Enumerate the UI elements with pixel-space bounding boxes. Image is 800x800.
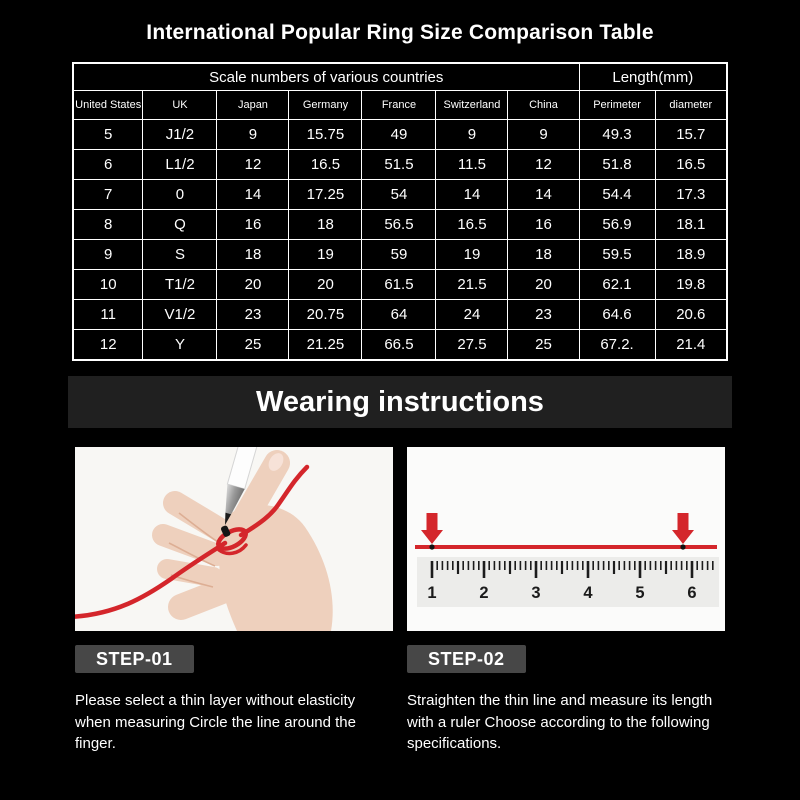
table-cell: 64 (362, 300, 436, 330)
table-row (73, 150, 727, 180)
table-cell: Q (143, 210, 217, 240)
table-cell: 7 (73, 180, 143, 210)
table-column-header-row (73, 91, 727, 120)
table-row (73, 330, 727, 361)
table-row (73, 120, 727, 150)
table-cell: 14 (436, 180, 508, 210)
page-title: International Popular Ring Size Comparison Table (146, 21, 654, 44)
table-cell: L1/2 (143, 150, 217, 180)
section-title-band (68, 376, 732, 428)
table-cell: 20 (217, 270, 289, 300)
table-cell: 49.3 (579, 120, 655, 150)
ruler-number: 4 (583, 584, 593, 602)
column-header: China (508, 91, 579, 120)
step1-badge: STEP-01 (75, 645, 194, 673)
table-cell: 59 (362, 240, 436, 270)
table-cell: 18 (289, 210, 362, 240)
table-cell: 56.5 (362, 210, 436, 240)
group-header-countries: Scale numbers of various countries (73, 63, 579, 91)
table-cell: 54 (362, 180, 436, 210)
table-cell: 61.5 (362, 270, 436, 300)
table-cell: 51.8 (579, 150, 655, 180)
table-cell: 15.7 (655, 120, 727, 150)
table-cell: 0 (143, 180, 217, 210)
table-cell: 20 (508, 270, 579, 300)
table-cell: 18 (508, 240, 579, 270)
column-header: Perimeter (579, 91, 655, 120)
table-cell: 23 (217, 300, 289, 330)
table-cell: 64.6 (579, 300, 655, 330)
table-cell: 20.6 (655, 300, 727, 330)
table-cell: 66.5 (362, 330, 436, 361)
table-cell: 18.9 (655, 240, 727, 270)
table-cell: 25 (508, 330, 579, 361)
ruler-number: 2 (479, 584, 489, 602)
table-cell: 54.4 (579, 180, 655, 210)
table-cell: 12 (217, 150, 289, 180)
table-cell: 19 (436, 240, 508, 270)
table-cell: 21.25 (289, 330, 362, 361)
ruler-illustration (407, 447, 725, 631)
table-cell: 10 (73, 270, 143, 300)
table-cell: 20 (289, 270, 362, 300)
table-cell: 9 (436, 120, 508, 150)
column-header: United States (73, 91, 143, 120)
table-cell: 18 (217, 240, 289, 270)
table-cell: 21.4 (655, 330, 727, 361)
step1-block (75, 645, 393, 755)
table-cell: 19.8 (655, 270, 727, 300)
hand-measurement-illustration (75, 447, 393, 631)
table-cell: 12 (508, 150, 579, 180)
table-cell: 16 (508, 210, 579, 240)
table-cell: 6 (73, 150, 143, 180)
table-cell: 14 (217, 180, 289, 210)
table-row (73, 240, 727, 270)
table-cell: 11.5 (436, 150, 508, 180)
table-cell: 67.2. (579, 330, 655, 361)
table-cell: 21.5 (436, 270, 508, 300)
table-cell: 9 (73, 240, 143, 270)
table-cell: 16.5 (655, 150, 727, 180)
table-cell: J1/2 (143, 120, 217, 150)
table-cell: 14 (508, 180, 579, 210)
table-cell: 9 (508, 120, 579, 150)
table-cell: 18.1 (655, 210, 727, 240)
table-cell: 25 (217, 330, 289, 361)
table-cell: 15.75 (289, 120, 362, 150)
step2-description: Straighten the thin line and measure its length with a ruler Choose according to the following specifications. (407, 692, 713, 752)
step1-figure (75, 447, 393, 631)
ruler-number: 5 (635, 584, 645, 602)
table-cell: S (143, 240, 217, 270)
table-group-header-row (73, 63, 727, 91)
group-header-length: Length(mm) (579, 63, 727, 91)
table-cell: 59.5 (579, 240, 655, 270)
ruler-number: 1 (427, 584, 437, 602)
ring-size-table (72, 62, 728, 361)
table-cell: 8 (73, 210, 143, 240)
column-header: UK (143, 91, 217, 120)
table-cell: 16.5 (436, 210, 508, 240)
table-row (73, 210, 727, 240)
column-header: Japan (217, 91, 289, 120)
section-title: Wearing instructions (256, 386, 544, 418)
step2-badge: STEP-02 (407, 645, 526, 673)
table-row (73, 300, 727, 330)
column-header: France (362, 91, 436, 120)
table-cell: 23 (508, 300, 579, 330)
table-cell: 9 (217, 120, 289, 150)
ruler-number: 6 (687, 584, 697, 602)
table-cell: Y (143, 330, 217, 361)
table-cell: 27.5 (436, 330, 508, 361)
table-row (73, 180, 727, 210)
column-header: Germany (289, 91, 362, 120)
ruler-number: 3 (531, 584, 541, 602)
step1-description: Please select a thin layer without elasticity when measuring Circle the line around the finger. (75, 692, 356, 752)
table-cell: T1/2 (143, 270, 217, 300)
table-cell: 24 (436, 300, 508, 330)
table-cell: 16.5 (289, 150, 362, 180)
table-cell: 49 (362, 120, 436, 150)
table-cell: 17.3 (655, 180, 727, 210)
table-row (73, 270, 727, 300)
table-cell: V1/2 (143, 300, 217, 330)
column-header: Switzerland (436, 91, 508, 120)
table-cell: 12 (73, 330, 143, 361)
table-cell: 62.1 (579, 270, 655, 300)
column-header: diameter (655, 91, 727, 120)
table-cell: 11 (73, 300, 143, 330)
table-cell: 20.75 (289, 300, 362, 330)
table-cell: 19 (289, 240, 362, 270)
table-cell: 56.9 (579, 210, 655, 240)
step2-block (407, 645, 725, 755)
table-cell: 17.25 (289, 180, 362, 210)
table-cell: 51.5 (362, 150, 436, 180)
table-cell: 16 (217, 210, 289, 240)
step2-figure (407, 447, 725, 631)
table-cell: 5 (73, 120, 143, 150)
